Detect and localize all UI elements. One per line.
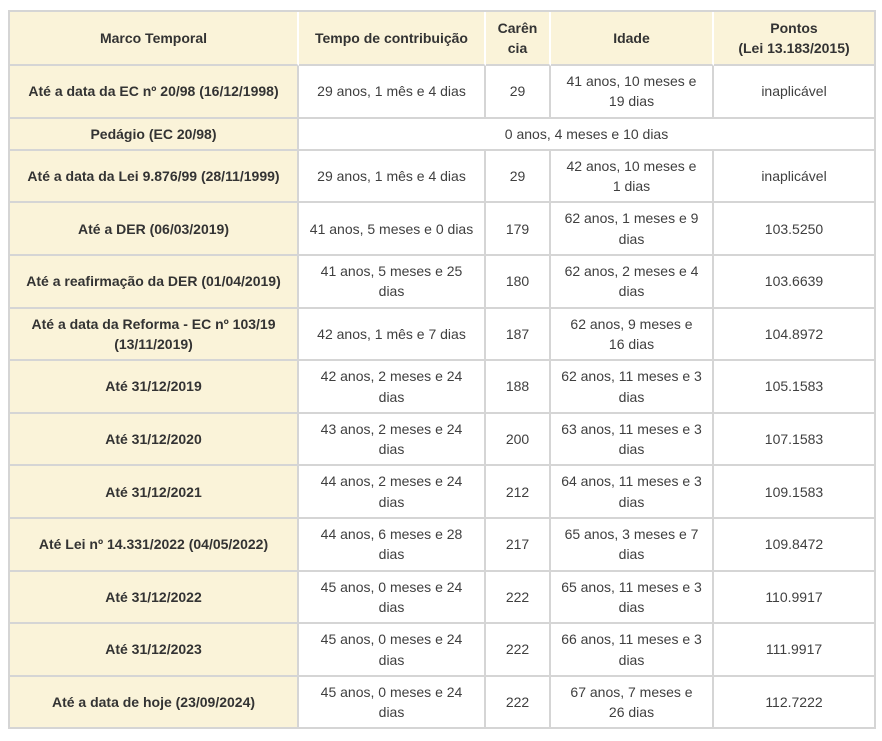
cell-idade: 64 anos, 11 meses e 3 dias [551, 466, 714, 519]
cell-marco: Até Lei nº 14.331/2022 (04/05/2022) [10, 519, 299, 572]
cell-idade: 65 anos, 3 meses e 7 dias [551, 519, 714, 572]
cell-marco: Até a data da Reforma - EC nº 103/19 (13/11/2019) [10, 309, 299, 362]
cell-tempo: 45 anos, 0 meses e 24 dias [299, 677, 486, 730]
cell-idade: 63 anos, 11 meses e 3 dias [551, 414, 714, 467]
cell-idade: 42 anos, 10 meses e 1 dias [551, 151, 714, 204]
table-row [10, 361, 876, 414]
cell-carencia: 217 [486, 519, 551, 572]
table-row [10, 203, 876, 256]
table-row [10, 519, 876, 572]
cell-marco: Até 31/12/2020 [10, 414, 299, 467]
cell-marco: Até 31/12/2019 [10, 361, 299, 414]
cell-idade: 65 anos, 11 meses e 3 dias [551, 572, 714, 625]
cell-marco: Até a reafirmação da DER (01/04/2019) [10, 256, 299, 309]
table-row [10, 309, 876, 362]
cell-idade: 62 anos, 9 meses e 16 dias [551, 309, 714, 362]
table-header [10, 12, 876, 66]
cell-marco: Até 31/12/2022 [10, 572, 299, 625]
cell-pontos: 111.9917 [714, 624, 876, 677]
table-row [10, 151, 876, 204]
cell-tempo: 41 anos, 5 meses e 25 dias [299, 256, 486, 309]
cell-pedagio-value: 0 anos, 4 meses e 10 dias [299, 119, 876, 151]
cell-carencia: 222 [486, 677, 551, 730]
table-body [10, 66, 876, 729]
table-row [10, 414, 876, 467]
cell-carencia: 29 [486, 151, 551, 204]
cell-idade: 67 anos, 7 meses e 26 dias [551, 677, 714, 730]
table-row [10, 256, 876, 309]
cell-tempo: 45 anos, 0 meses e 24 dias [299, 624, 486, 677]
cell-marco: Até 31/12/2021 [10, 466, 299, 519]
cell-idade: 66 anos, 11 meses e 3 dias [551, 624, 714, 677]
cell-pontos: 103.6639 [714, 256, 876, 309]
cell-marco: Até 31/12/2023 [10, 624, 299, 677]
cell-marco: Até a DER (06/03/2019) [10, 203, 299, 256]
header-pontos-line1: Pontos [770, 19, 818, 36]
header-idade: Idade [551, 12, 714, 66]
cell-carencia: 179 [486, 203, 551, 256]
cell-carencia: 180 [486, 256, 551, 309]
cell-tempo: 45 anos, 0 meses e 24 dias [299, 572, 486, 625]
cell-tempo: 29 anos, 1 mês e 4 dias [299, 66, 486, 119]
cell-pontos: 103.5250 [714, 203, 876, 256]
header-row [10, 12, 876, 66]
cell-carencia: 222 [486, 572, 551, 625]
cell-idade: 41 anos, 10 meses e 19 dias [551, 66, 714, 119]
header-tempo-contribuicao: Tempo de contribuição [299, 12, 486, 66]
table-row-pedagio [10, 119, 876, 151]
cell-pontos: 109.8472 [714, 519, 876, 572]
table-row [10, 572, 876, 625]
cell-pontos: 105.1583 [714, 361, 876, 414]
table-row [10, 624, 876, 677]
cell-carencia: 188 [486, 361, 551, 414]
cell-pontos: inaplicável [714, 151, 876, 204]
header-carencia: Carência [486, 12, 551, 66]
cell-pontos: 104.8972 [714, 309, 876, 362]
cell-pontos: 107.1583 [714, 414, 876, 467]
cell-carencia: 29 [486, 66, 551, 119]
cell-marco: Até a data de hoje (23/09/2024) [10, 677, 299, 730]
cell-tempo: 42 anos, 1 mês e 7 dias [299, 309, 486, 362]
cell-carencia: 200 [486, 414, 551, 467]
cell-carencia: 222 [486, 624, 551, 677]
table-row [10, 466, 876, 519]
cell-tempo: 41 anos, 5 meses e 0 dias [299, 203, 486, 256]
cell-carencia: 187 [486, 309, 551, 362]
table-row [10, 677, 876, 730]
cell-pontos: 110.9917 [714, 572, 876, 625]
milestones-table [8, 10, 876, 729]
cell-marco: Até a data da Lei 9.876/99 (28/11/1999) [10, 151, 299, 204]
cell-idade: 62 anos, 1 meses e 9 dias [551, 203, 714, 256]
cell-pontos: inaplicável [714, 66, 876, 119]
header-pontos [714, 12, 876, 66]
cell-carencia: 212 [486, 466, 551, 519]
cell-tempo: 29 anos, 1 mês e 4 dias [299, 151, 486, 204]
cell-tempo: 44 anos, 6 meses e 28 dias [299, 519, 486, 572]
cell-tempo: 44 anos, 2 meses e 24 dias [299, 466, 486, 519]
cell-tempo: 42 anos, 2 meses e 24 dias [299, 361, 486, 414]
cell-tempo: 43 anos, 2 meses e 24 dias [299, 414, 486, 467]
header-pontos-line2: (Lei 13.183/2015) [738, 40, 850, 56]
header-marco-temporal: Marco Temporal [10, 12, 299, 66]
cell-idade: 62 anos, 2 meses e 4 dias [551, 256, 714, 309]
cell-pontos: 109.1583 [714, 466, 876, 519]
table-row [10, 66, 876, 119]
cell-idade: 62 anos, 11 meses e 3 dias [551, 361, 714, 414]
cell-marco: Até a data da EC nº 20/98 (16/12/1998) [10, 66, 299, 119]
cell-pontos: 112.7222 [714, 677, 876, 730]
cell-marco: Pedágio (EC 20/98) [10, 119, 299, 151]
